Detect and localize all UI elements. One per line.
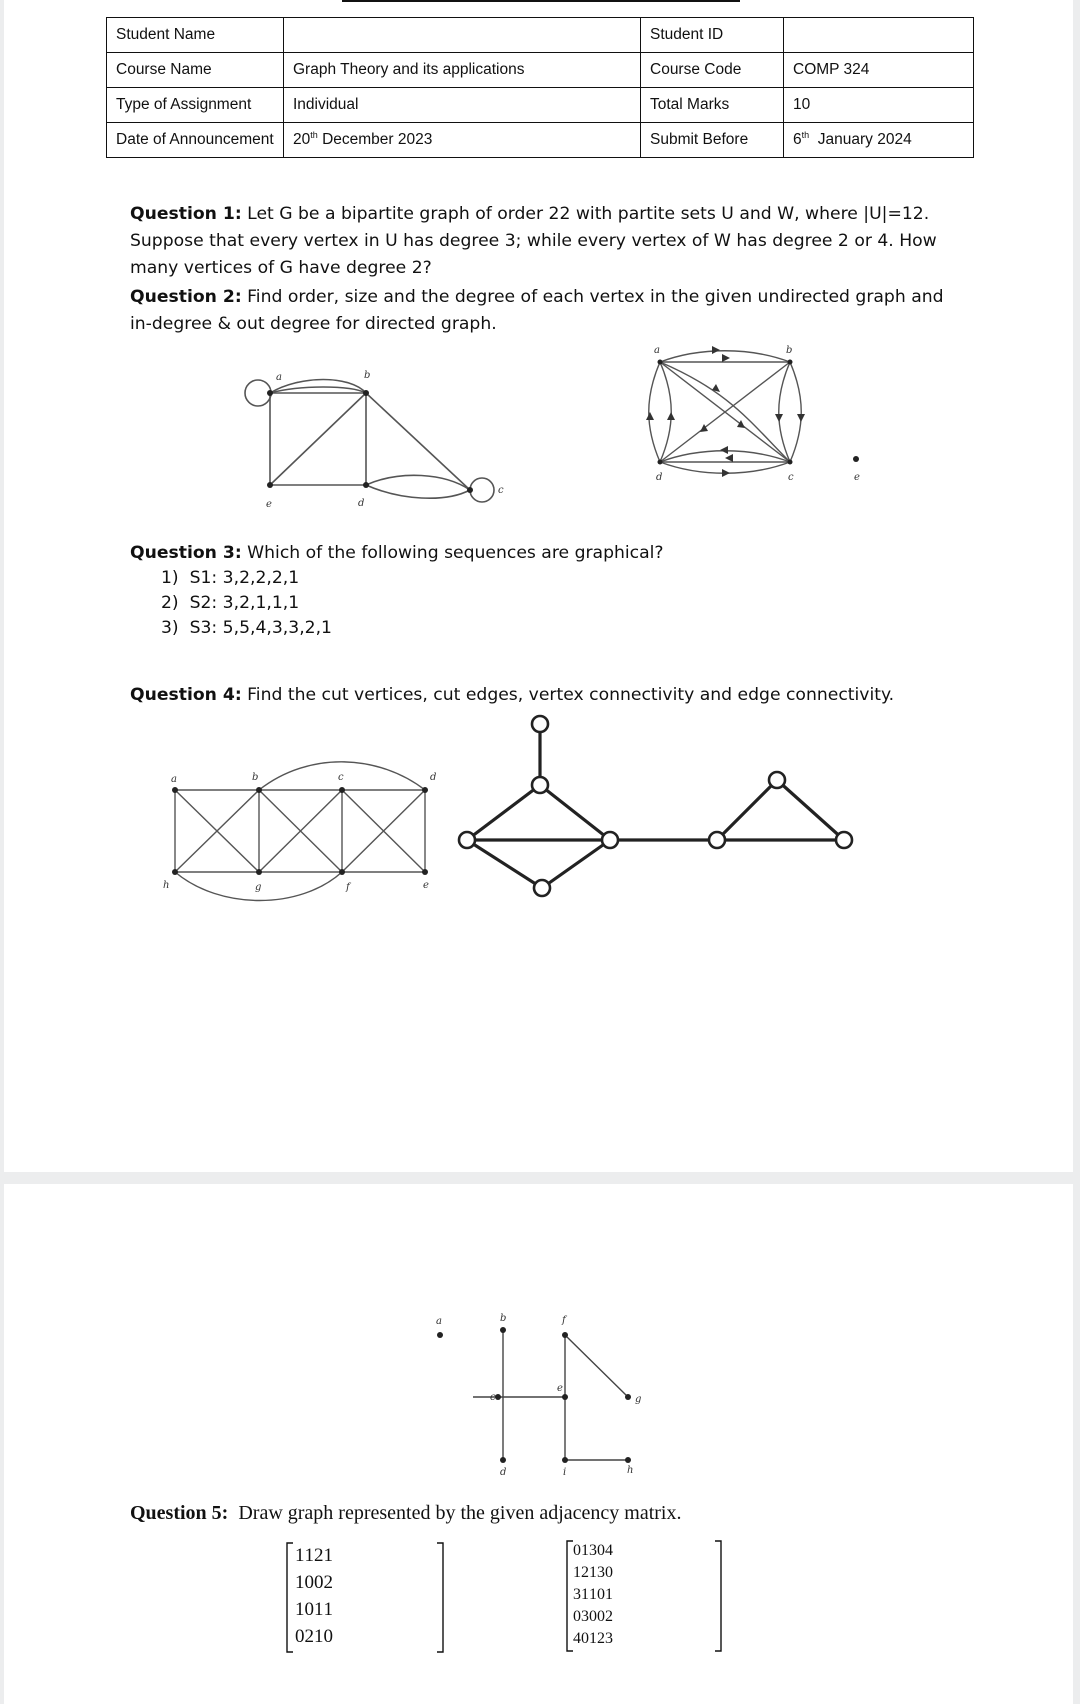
matrix-cell: 1 — [581, 1542, 589, 1559]
svg-text:a: a — [276, 372, 282, 383]
matrix-cell: 1 — [295, 1598, 305, 1620]
matrix-cell: 2 — [597, 1630, 605, 1647]
matrix-cell: 0 — [304, 1571, 314, 1593]
table-cell — [784, 18, 974, 53]
table-row — [107, 88, 974, 123]
list-item: 2) S2: 3,2,1,1,1 — [161, 593, 300, 613]
q4-graph-right — [450, 710, 870, 910]
q4-graph-left — [160, 770, 450, 900]
sequence-list — [161, 566, 332, 641]
table-row — [107, 53, 974, 88]
matrix-cell: 1 — [323, 1598, 333, 1620]
matrix-cell: 2 — [581, 1564, 589, 1581]
question-3: Question 3: Which of the following sequences are graphical? — [130, 543, 664, 563]
matrix-row — [295, 1623, 333, 1650]
matrix-cell: 1 — [314, 1625, 324, 1647]
matrix-cell: 3 — [581, 1608, 589, 1625]
svg-text:e: e — [557, 1383, 563, 1394]
matrix-cell: 4 — [605, 1542, 613, 1559]
svg-text:c: c — [788, 472, 794, 483]
question-1: Question 1: Let G be a bipartite graph of order 22 with partite sets U and W, where |U|=12. Suppose that every vertex in U has degree 3; while every vertex of W has degree 2 or 4. How many vertices of G have degree 2? — [130, 204, 937, 278]
matrix-cell: 2 — [314, 1544, 324, 1566]
matrix-cell: 3 — [597, 1564, 605, 1581]
question-5: Question 5: Draw graph represented by the given adjacency matrix. — [130, 1502, 682, 1524]
table-cell: Course Name — [107, 53, 284, 88]
matrix-cell: 1 — [581, 1586, 589, 1603]
svg-text:f: f — [346, 882, 350, 893]
svg-text:a: a — [654, 345, 660, 356]
svg-text:c: c — [338, 772, 344, 783]
matrix-cell: 0 — [597, 1608, 605, 1625]
header-rule — [342, 0, 740, 2]
submit-date: 6th January 2024 — [784, 123, 974, 158]
matrix-cell: 0 — [314, 1571, 324, 1593]
svg-text:b: b — [252, 772, 259, 783]
table-cell: Course Code — [641, 53, 784, 88]
table-cell: Student ID — [641, 18, 784, 53]
svg-text:g: g — [255, 882, 262, 893]
matrix-row — [573, 1584, 613, 1606]
matrix-cell: 1 — [605, 1586, 613, 1603]
question-2: Question 2: Find order, size and the degree of each vertex in the given undirected graph and in-degree & out degree for directed graph. — [130, 287, 944, 334]
table-cell: Submit Before — [641, 123, 784, 158]
matrix-cell: 3 — [605, 1630, 613, 1647]
matrix-cell: 1 — [323, 1544, 333, 1566]
matrix-row — [295, 1596, 333, 1623]
table-cell: Type of Assignment — [107, 88, 284, 123]
matrix-cell: 2 — [323, 1571, 333, 1593]
svg-text:h: h — [627, 1465, 634, 1476]
svg-text:d: d — [500, 1467, 507, 1478]
table-cell: Date of Announcement — [107, 123, 284, 158]
svg-text:a: a — [436, 1316, 442, 1327]
matrix-cell: 0 — [573, 1608, 581, 1625]
list-item: 1) S1: 3,2,2,2,1 — [161, 568, 300, 588]
table-cell: Student Name — [107, 18, 284, 53]
matrix-cell: 0 — [597, 1586, 605, 1603]
matrix-cell: 1 — [589, 1586, 597, 1603]
matrix-cell: 1 — [304, 1544, 314, 1566]
svg-text:e: e — [423, 880, 429, 891]
svg-text:c: c — [490, 1392, 496, 1403]
matrix-cell: 1 — [589, 1630, 597, 1647]
matrix-row — [295, 1569, 333, 1596]
matrix-cell: 0 — [581, 1630, 589, 1647]
matrix-cell: 1 — [314, 1598, 324, 1620]
svg-text:e: e — [854, 472, 860, 483]
q2-directed-graph — [640, 342, 870, 492]
table-cell: COMP 324 — [784, 53, 974, 88]
svg-text:d: d — [358, 498, 365, 509]
matrix-cell: 0 — [597, 1542, 605, 1559]
table-cell: Total Marks — [641, 88, 784, 123]
table-cell — [284, 18, 641, 53]
matrix-cell: 3 — [573, 1586, 581, 1603]
svg-text:g: g — [635, 1394, 642, 1405]
list-item: 3) S3: 5,5,4,3,3,2,1 — [161, 618, 332, 638]
svg-text:i: i — [563, 1467, 567, 1478]
assignment-info-table — [106, 17, 974, 158]
page2-graph — [430, 1310, 650, 1480]
svg-text:b: b — [500, 1313, 507, 1324]
matrix-row — [295, 1542, 333, 1569]
svg-text:b: b — [786, 345, 793, 356]
matrix-cell: 0 — [605, 1564, 613, 1581]
matrix-cell: 0 — [323, 1625, 333, 1647]
svg-text:f: f — [562, 1315, 566, 1326]
table-cell: 10 — [784, 88, 974, 123]
matrix-cell: 1 — [589, 1564, 597, 1581]
matrix-row — [573, 1628, 613, 1650]
table-cell: Graph Theory and its applications — [284, 53, 641, 88]
svg-text:h: h — [163, 880, 170, 891]
svg-text:a: a — [171, 774, 177, 785]
table-row — [107, 18, 974, 53]
matrix-cell: 4 — [573, 1630, 581, 1647]
table-row — [107, 123, 974, 158]
svg-text:e: e — [266, 499, 272, 510]
matrix-cell: 2 — [304, 1625, 314, 1647]
matrix-cell: 1 — [295, 1544, 305, 1566]
matrix-cell: 0 — [573, 1542, 581, 1559]
matrix-row — [573, 1540, 613, 1562]
table-cell: Individual — [284, 88, 641, 123]
matrix-cell: 0 — [295, 1625, 305, 1647]
svg-text:d: d — [656, 472, 663, 483]
q2-undirected-graph — [230, 365, 520, 525]
svg-text:b: b — [364, 370, 371, 381]
question-4: Question 4: Find the cut vertices, cut edges, vertex connectivity and edge connectivity. — [130, 685, 895, 705]
svg-text:c: c — [498, 485, 504, 496]
matrix-row — [573, 1562, 613, 1584]
matrix-cell: 0 — [589, 1608, 597, 1625]
matrix-cell: 2 — [605, 1608, 613, 1625]
svg-text:d: d — [430, 772, 437, 783]
matrix-row — [573, 1606, 613, 1628]
matrix-cell: 0 — [304, 1598, 314, 1620]
matrix-cell: 3 — [589, 1542, 597, 1559]
announcement-date: 20th December 2023 — [284, 123, 641, 158]
matrix-cell: 1 — [573, 1564, 581, 1581]
matrix-cell: 1 — [295, 1571, 305, 1593]
